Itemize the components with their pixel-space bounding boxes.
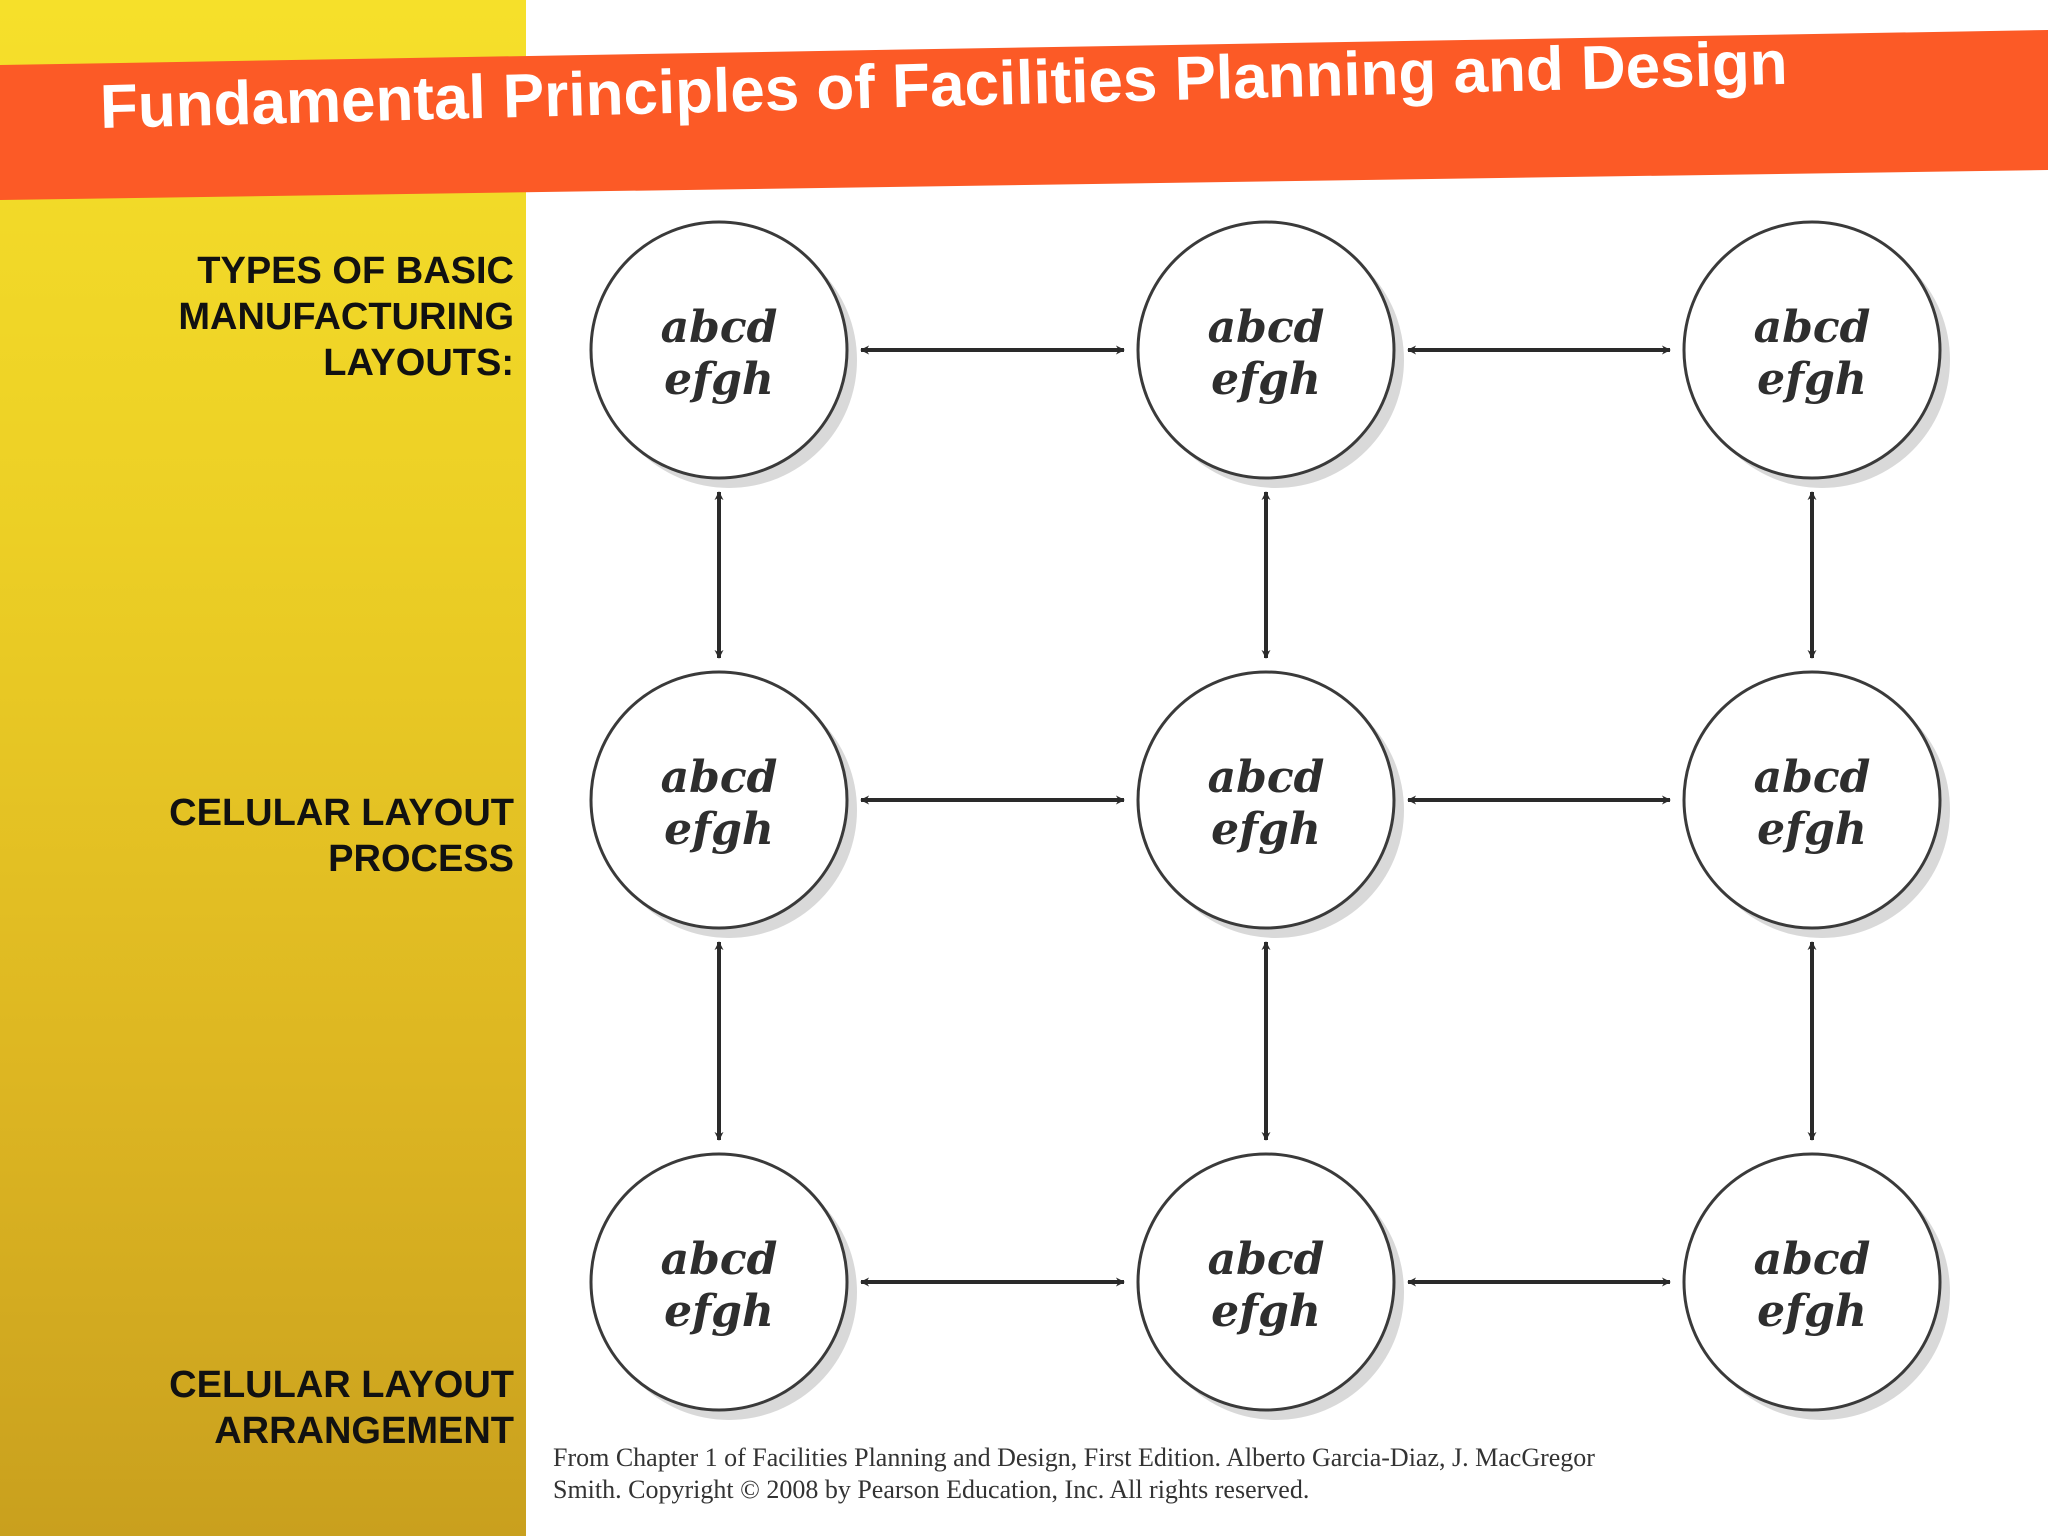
label-line: CELULAR LAYOUT bbox=[169, 792, 514, 834]
process-node bbox=[1684, 672, 1950, 938]
node-label-line1: abcd bbox=[660, 1234, 778, 1285]
label-cellular-process bbox=[169, 790, 514, 882]
process-node bbox=[1684, 222, 1950, 488]
process-node bbox=[1138, 1154, 1404, 1420]
node-label-line2: efgh bbox=[1757, 1286, 1867, 1337]
node-label-line1: abcd bbox=[660, 302, 778, 353]
label-types-of-layouts bbox=[178, 248, 514, 386]
node-label-line1: abcd bbox=[1753, 1234, 1871, 1285]
process-node bbox=[591, 222, 857, 488]
process-node bbox=[591, 1154, 857, 1420]
label-line: CELULAR LAYOUT bbox=[169, 1364, 514, 1406]
node-label-line2: efgh bbox=[1211, 1286, 1321, 1337]
source-caption bbox=[553, 1442, 1893, 1506]
process-node bbox=[1138, 222, 1404, 488]
node-label-line2: efgh bbox=[664, 804, 774, 855]
sidebar-panel bbox=[0, 0, 526, 1536]
node-label-line1: abcd bbox=[1207, 752, 1325, 803]
label-line: LAYOUTS: bbox=[323, 342, 514, 384]
node-label-line1: abcd bbox=[1207, 302, 1325, 353]
node-label-line2: efgh bbox=[1211, 354, 1321, 405]
label-line: TYPES OF BASIC bbox=[197, 250, 514, 292]
node-label-line2: efgh bbox=[1757, 804, 1867, 855]
cellular-layout-diagram bbox=[540, 200, 2040, 1420]
label-line: MANUFACTURING bbox=[178, 296, 514, 338]
label-line: ARRANGEMENT bbox=[214, 1410, 514, 1452]
label-line: PROCESS bbox=[328, 838, 514, 880]
node-label-line2: efgh bbox=[1211, 804, 1321, 855]
node-label-line2: efgh bbox=[1757, 354, 1867, 405]
page-title: Fundamental Principles of Facilities Planning and Design bbox=[99, 28, 1789, 142]
process-node bbox=[591, 672, 857, 938]
caption-line: Smith. Copyright © 2008 by Pearson Education, Inc. All rights reserved. bbox=[553, 1475, 1310, 1504]
node-label-line1: abcd bbox=[1753, 302, 1871, 353]
node-label-line2: efgh bbox=[664, 354, 774, 405]
node-label-line2: efgh bbox=[664, 1286, 774, 1337]
process-node bbox=[1138, 672, 1404, 938]
node-label-line1: abcd bbox=[1753, 752, 1871, 803]
label-cellular-arrangement bbox=[169, 1362, 514, 1454]
node-label-line1: abcd bbox=[660, 752, 778, 803]
node-label-line1: abcd bbox=[1207, 1234, 1325, 1285]
process-node bbox=[1684, 1154, 1950, 1420]
caption-line: From Chapter 1 of Facilities Planning and Design, First Edition. Alberto Garcia-Diaz, J. MacGregor bbox=[553, 1443, 1595, 1472]
